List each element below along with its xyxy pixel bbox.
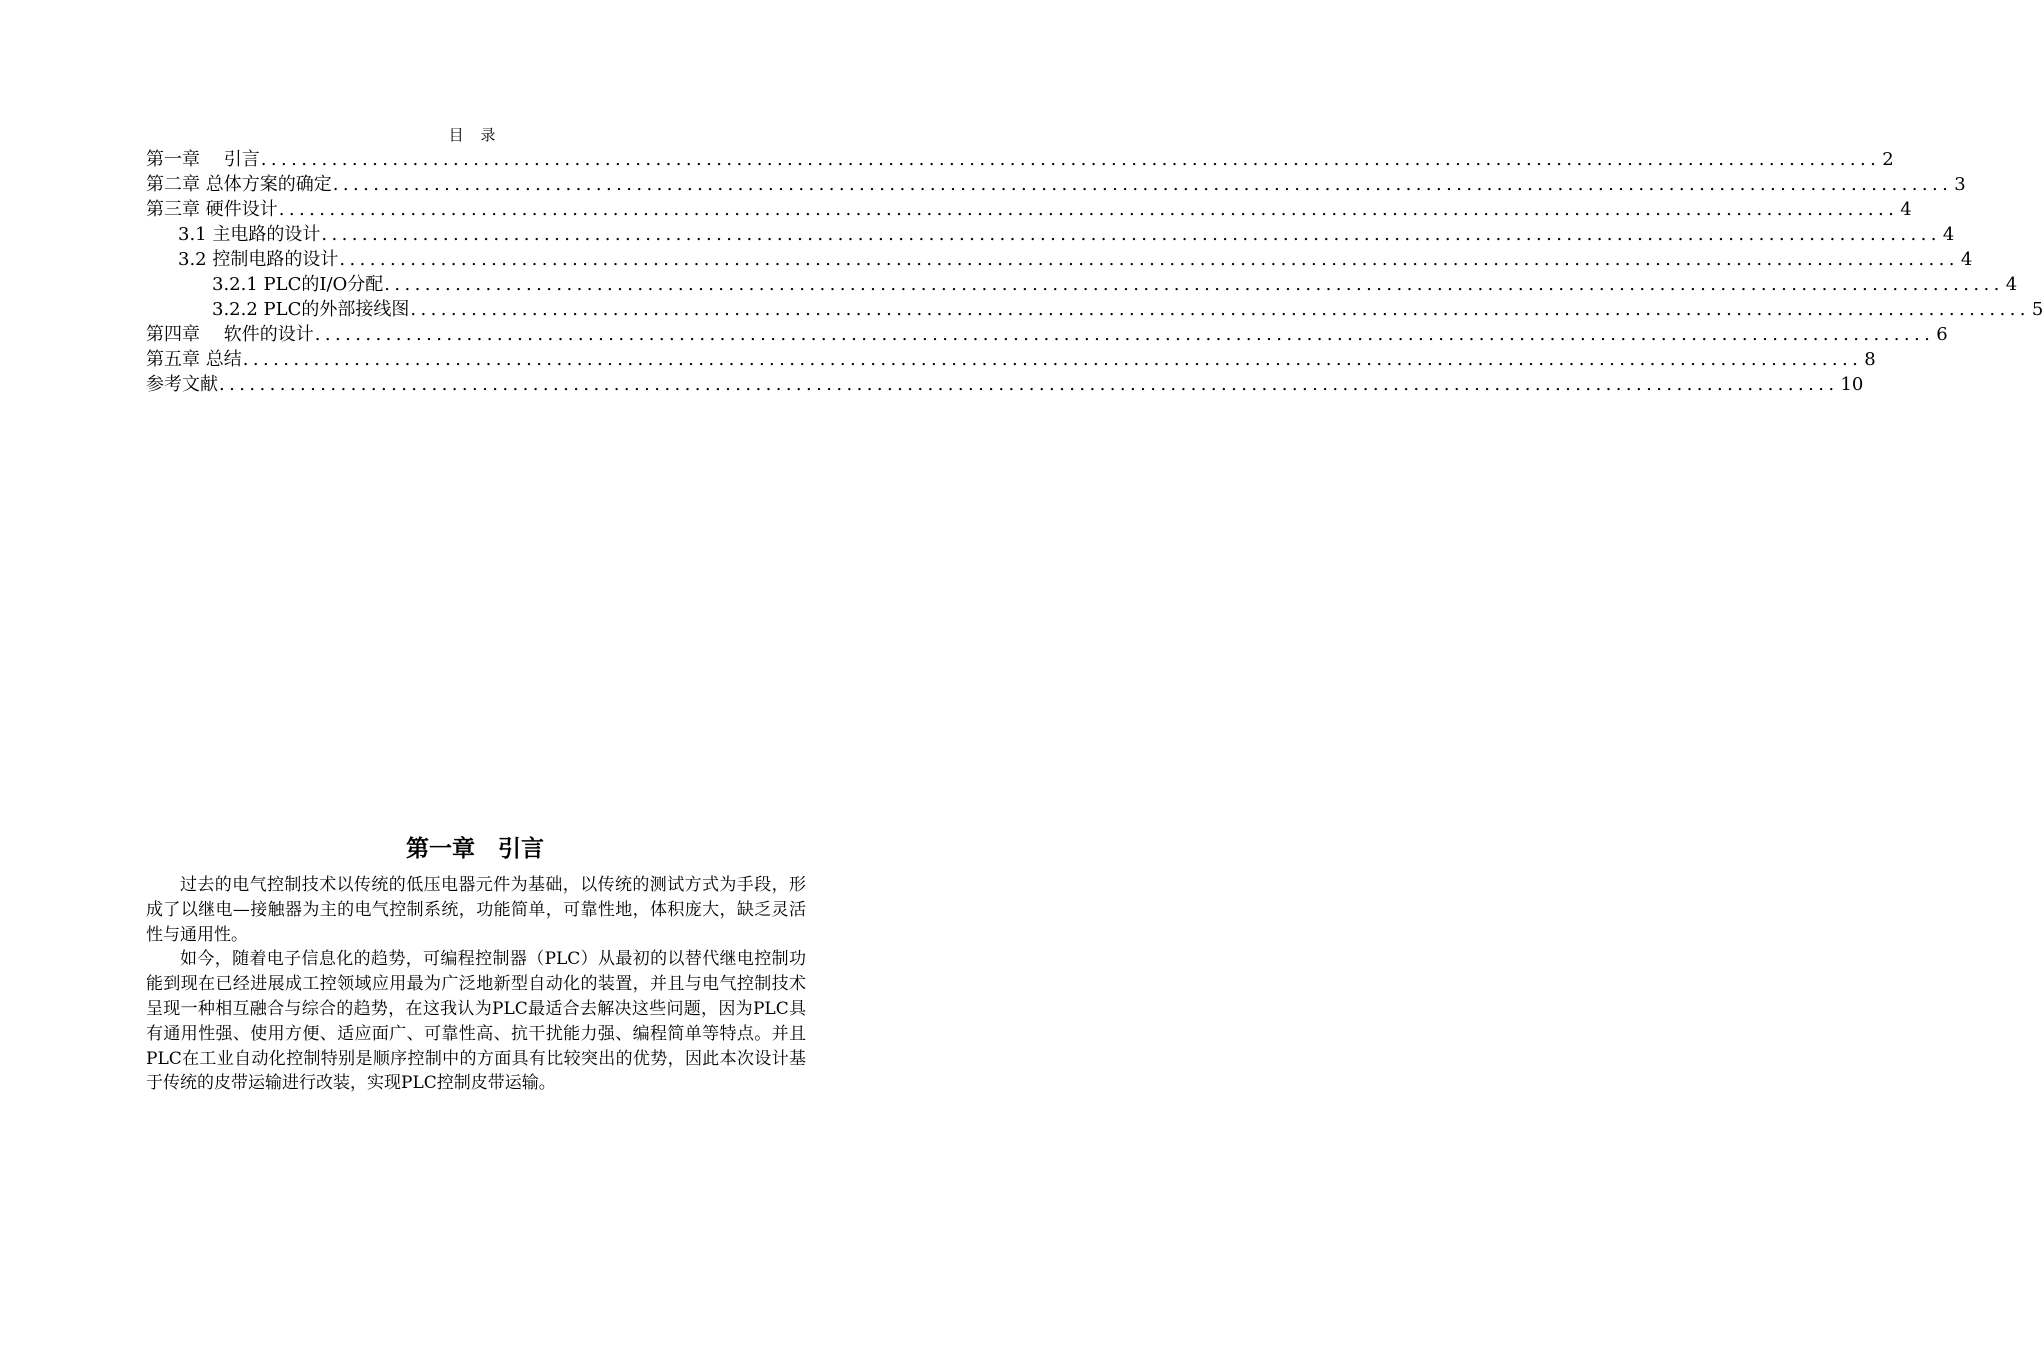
toc-entry-page: 4	[1960, 249, 1973, 270]
chapter-heading: 第一章 引言	[406, 836, 544, 862]
toc-entry[interactable]	[146, 247, 1973, 272]
toc-leader-dots: ................................................................................................................................................................	[260, 149, 1881, 170]
toc-entry-page: 3	[1954, 174, 1966, 195]
toc-entry-label: 第二章 总体方案的确定	[146, 174, 332, 195]
toc-entry-label: 第五章 总结	[146, 349, 242, 370]
toc-leader-dots: ................................................................................................................................................................	[314, 324, 1935, 345]
toc-entry[interactable]	[146, 347, 1876, 372]
toc-title: 目 录	[448, 126, 502, 144]
toc-entry[interactable]	[146, 172, 1966, 197]
toc-entry-label: 3.2.1 PLC的I/O分配	[212, 274, 384, 295]
toc-entry-page: 8	[1864, 349, 1876, 370]
toc-entry-label: 3.2.2 PLC的外部接线图	[212, 299, 410, 320]
toc-leader-dots: ................................................................................................................................................................	[219, 374, 1839, 395]
toc-leader-dots: ................................................................................................................................................................	[332, 174, 1953, 195]
body-paragraph: 过去的电气控制技术以传统的低压电器元件为基础，以传统的测试方式为手段，形成了以继电—接触器为主的电气控制系统，功能简单，可靠性地，体积庞大，缺乏灵活性与通用性。	[146, 875, 806, 945]
toc-leader-dots: ................................................................................................................................................................	[384, 274, 2004, 295]
body-paragraph: 如今，随着电子信息化的趋势，可编程控制器（PLC）从最初的以替代继电控制功能到现在已经进展成工控领域应用最为广泛地新型自动化的装置，并且与电气控制技术呈现一种相互融合与综合的趋势，在这我认为PLC最适合去解决这些问题，因为PLC具有通用性强、使用方便、适应面广、可靠性高、抗干扰能力强、编程简单等特点。并且PLC在工业自动化控制特别是顺序控制中的方面具有比较突出的优势，因此本次设计基于传统的皮带运输进行改装，实现PLC控制皮带运输。	[146, 949, 806, 1094]
toc-entry-page: 4	[1900, 199, 1912, 220]
table-of-contents	[146, 147, 2043, 397]
toc-entry-label: 第一章 引言	[146, 149, 260, 170]
toc-leader-dots: ................................................................................................................................................................	[278, 199, 1899, 220]
toc-entry-label: 第三章 硬件设计	[146, 199, 278, 220]
toc-entry-page: 5	[2031, 299, 2043, 320]
toc-entry[interactable]	[146, 272, 2018, 297]
toc-entry-page: 10	[1840, 374, 1864, 395]
chapter-body	[146, 873, 806, 1096]
toc-entry-label: 3.1 主电路的设计	[178, 224, 321, 245]
toc-entry-label: 参考文献	[146, 374, 218, 395]
toc-entry-page: 4	[2005, 274, 2018, 295]
toc-entry-page: 4	[1942, 224, 1955, 245]
toc-entry-page: 6	[1936, 324, 1948, 345]
toc-leader-dots: ................................................................................................................................................................	[339, 249, 1959, 270]
toc-leader-dots: ................................................................................................................................................................	[410, 299, 2030, 320]
toc-entry-label: 第四章 软件的设计	[146, 324, 314, 345]
toc-entry[interactable]	[146, 297, 2043, 322]
toc-entry-page: 2	[1882, 149, 1894, 170]
toc-entry[interactable]	[146, 147, 1894, 172]
toc-entry[interactable]	[146, 197, 1912, 222]
toc-entry[interactable]	[146, 372, 1864, 397]
toc-entry[interactable]	[146, 222, 1955, 247]
toc-entry[interactable]	[146, 322, 1948, 347]
toc-leader-dots: ................................................................................................................................................................	[242, 349, 1863, 370]
toc-leader-dots: ................................................................................................................................................................	[321, 224, 1941, 245]
toc-entry-label: 3.2 控制电路的设计	[178, 249, 339, 270]
